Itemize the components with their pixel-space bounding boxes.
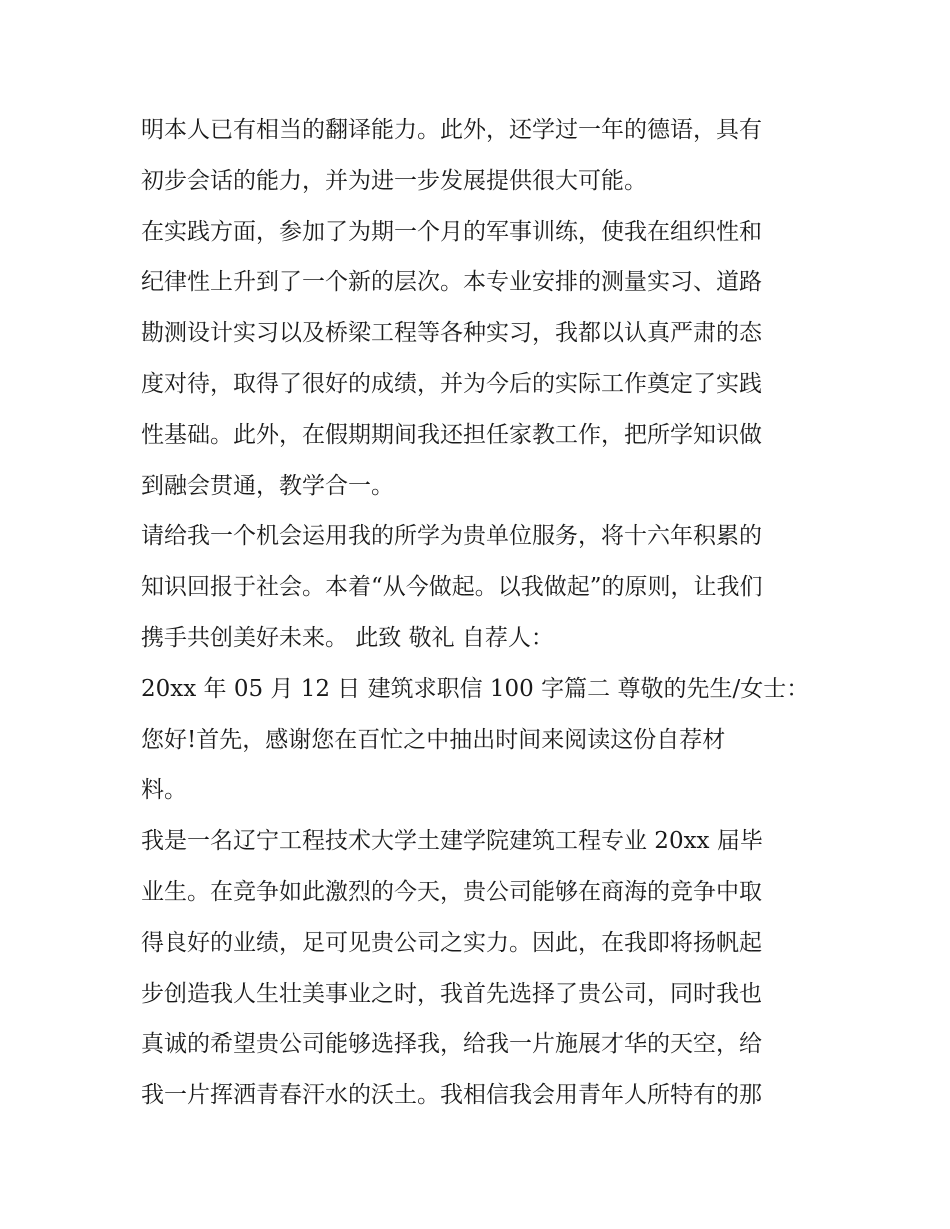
text-line: 真诚的希望贵公司能够选择我，给我一片施展才华的天空，给 xyxy=(141,1031,762,1058)
text-line: 初步会话的能力，并为进一步发展提供很大可能。 xyxy=(141,167,647,194)
text-line: 我是一名辽宁工程技术大学土建学院建筑工程专业 20xx 届毕 xyxy=(141,828,763,855)
text-line: 业生。在竞争如此激烈的今天，贵公司能够在商海的竞争中取 xyxy=(141,878,762,905)
text-line: 请给我一个机会运用我的所学为贵单位服务，将十六年积累的 xyxy=(141,523,762,550)
text-line: 性基础。此外，在假期期间我还担任家教工作，把所学知识做 xyxy=(141,421,762,448)
text-line: 步创造我人生壮美事业之时，我首先选择了贵公司，同时我也 xyxy=(141,980,762,1007)
text-line: 得良好的业绩，足可见贵公司之实力。因此，在我即将扬帆起 xyxy=(141,929,762,956)
text-line: 纪律性上升到了一个新的层次。本专业安排的测量实习、道路 xyxy=(141,269,762,296)
text-line: 知识回报于社会。本着“从今做起。以我做起”的原则，让我们 xyxy=(141,574,763,601)
text-line: 20xx 年 05 月 12 日 建筑求职信 100 字篇二 尊敬的先生/女士： xyxy=(141,675,810,702)
text-line: 在实践方面，参加了为期一个月的军事训练，使我在组织性和 xyxy=(141,218,762,245)
text-line: 度对待，取得了很好的成绩，并为今后的实际工作奠定了实践 xyxy=(141,370,762,397)
text-line: 我一片挥洒青春汗水的沃土。我相信我会用青年人所特有的那 xyxy=(141,1082,762,1109)
text-line: 明本人已有相当的翻译能力。此外，还学过一年的德语，具有 xyxy=(141,117,762,143)
document-body xyxy=(141,105,821,1121)
text-line: 料。 xyxy=(141,777,187,804)
text-line: 到融会贯通，教学合一。 xyxy=(141,472,394,499)
text-line: 勘测设计实习以及桥梁工程等各种实习，我都以认真严肃的态 xyxy=(141,320,762,347)
text-line: 您好!首先，感谢您在百忙之中抽出时间来阅读这份自荐材 xyxy=(141,726,726,753)
text-line: 携手共创美好未来。 此致 敬礼 自荐人： xyxy=(141,624,554,651)
